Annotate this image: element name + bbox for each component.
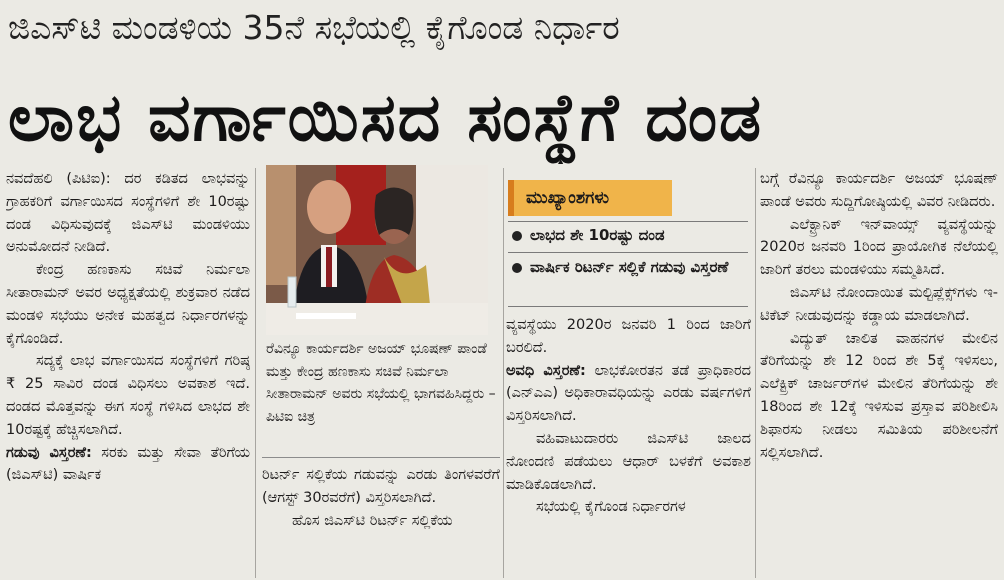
paragraph: ವಹಿವಾಟುದಾರರು ಜಿಎಸ್‌ಟಿ ಜಾಲದ ನೋಂದಣಿ ಪಡೆಯಲು ಆಧಾರ್‌ ಬಳಕೆಗೆ ಅವಕಾಶ ಮಾಡಿಕೊಡಲಾಗಿದೆ. bbox=[506, 430, 751, 493]
column-divider bbox=[755, 168, 756, 578]
paragraph: ಸದ್ಯಕ್ಕೆ ಲಾಭ ವರ್ಗಾಯಿಸದ ಸಂಸ್ಥೆಗಳಿಗೆ ಗರಿಷ್ಠ ₹ 25 ಸಾವಿರ ದಂಡ ವಿಧಿಸಲು ಅವಕಾಶ ಇದೆ. ದಂಡದ ಮೊತ್ತವನ್ನು ಈಗ ಸಂಸ್ಥೆ ಗಳಿಸಿದ ಲಾಭದ ಶೇ 10ರಷ್ಟಕ್ಕೆ ಹೆಚ್ಚಿಸಲಾಗಿದೆ. bbox=[6, 353, 250, 438]
highlight-item bbox=[508, 256, 748, 279]
highlight-text: ಲಾಭದ ಶೇ 10ರಷ್ಟು ದಂಡ bbox=[530, 226, 665, 244]
subhead: ಗಡುವು ವಿಸ್ತರಣೆ: bbox=[6, 444, 92, 461]
paragraph: ಕೇಂದ್ರ ಹಣಕಾಸು ಸಚಿವೆ ನಿರ್ಮಲಾ ಸೀತಾರಾಮನ್‌ ಅವರ ಅಧ್ಯಕ್ಷತೆಯಲ್ಲಿ ಶುಕ್ರವಾರ ನಡೆದ ಮಂಡಳಿ ಸಭೆಯು ಅನೇಕ ಮಹತ್ವದ ನಿರ್ಧಾರಗಳನ್ನು ಕೈಗೊಂಡಿದೆ. bbox=[6, 262, 250, 347]
highlights-rule bbox=[508, 221, 748, 222]
paragraph: ಎಲೆಕ್ಟ್ರಾನಿಕ್‌ ಇನ್‌ವಾಯ್ಸ್‌ ವ್ಯವಸ್ಥೆಯನ್ನು 2020ರ ಜನವರಿ 1ರಿಂದ ಪ್ರಾಯೋಗಿಕ ನೆಲೆಯಲ್ಲಿ ಜಾರಿಗೆ ತರಲು ಮಂಡಳಿಯು ಸಮ್ಮತಿಸಿದೆ. bbox=[760, 216, 998, 279]
paragraph: ರಿಟರ್ನ್‌ ಸಲ್ಲಿಕೆಯ ಗಡುವನ್ನು ಎರಡು ತಿಂಗಳವರೆಗೆ (ಆಗಸ್ಟ್‌ 30ರವರೆಗೆ) ವಿಸ್ತರಿಸಲಾಗಿದೆ. bbox=[262, 467, 500, 506]
article-column-3 bbox=[506, 314, 751, 580]
paragraph-text: ಸರಕು ಮತ್ತು ಸೇವಾ ತೆರಿಗೆಯ (ಜಿಎಸ್‌ಟಿ) ವಾರ್ಷಿಕ bbox=[6, 444, 250, 484]
photo-caption: ರೆವಿನ್ಯೂ ಕಾರ್ಯದರ್ಶಿ ಅಜಯ್‌ ಭೂಷಣ್‌ ಪಾಂಡೆ ಮತ್ತು ಕೇಂದ್ರ ಹಣಕಾಸು ಸಚಿವೆ ನಿರ್ಮಲಾ ಸೀತಾರಾಮನ್‌ ಅವರು ಸಭೆಯಲ್ಲಿ ಭಾಗವಹಿಸಿದ್ದರು – ಪಿಟಿಐ ಚಿತ್ರ bbox=[266, 341, 496, 425]
subhead: ಅವಧಿ ವಿಸ್ತರಣೆ: bbox=[506, 362, 586, 379]
kicker-line: ಜಿಎಸ್‌ಟಿ ಮಂಡಳಿಯ 35ನೆ ಸಭೆಯಲ್ಲಿ ಕೈಗೊಂಡ ನಿರ್ಧಾರ bbox=[8, 8, 620, 47]
paragraph bbox=[506, 360, 751, 428]
highlights-box bbox=[506, 174, 750, 308]
news-photo bbox=[266, 165, 488, 335]
highlights-rule bbox=[508, 252, 748, 253]
paragraph: ವಿದ್ಯುತ್‌ ಚಾಲಿತ ವಾಹನಗಳ ಮೇಲಿನ ತೆರಿಗೆಯನ್ನು ಶೇ 12 ರಿಂದ ಶೇ 5ಕ್ಕೆ ಇಳಿಸಲು, ಎಲೆಕ್ಟ್ರಿಕ್‌ ಚಾರ್ಜರ್‌ಗಳ ಮೇಲಿನ ತೆರಿಗೆಯನ್ನು ಶೇ 18ರಿಂದ ಶೇ 12ಕ್ಕೆ ಇಳಿಸುವ ಪ್ರಸ್ತಾವ ಪರಿಶೀಲಿಸಿ ಶಿಫಾರಸು ನೀಡಲು ಸಮಿತಿಯ ಪರಿಶೀಲನೆಗೆ ಸಲ್ಲಿಸಲಾಗಿದೆ. bbox=[760, 330, 998, 461]
highlight-text: ವಾರ್ಷಿಕ ರಿಟರ್ನ್‌ ಸಲ್ಲಿಕೆ ಗಡುವು ವಿಸ್ತರಣೆ bbox=[530, 258, 729, 276]
article-column-1 bbox=[6, 168, 250, 578]
paragraph: ನವದೆಹಲಿ (ಪಿಟಿಐ): ದರ ಕಡಿತದ ಲಾಭವನ್ನು ಗ್ರಾಹಕರಿಗೆ ವರ್ಗಾಯಿಸದ ಸಂಸ್ಥೆಗಳಿಗೆ ಶೇ 10ರಷ್ಟು ದಂಡ ವಿಧಿಸುವುದಕ್ಕೆ ಜಿಎಸ್‌ಟಿ ಮಂಡಳಿಯು ಅನುಮೋದನೆ ನೀಡಿದೆ. bbox=[6, 171, 250, 256]
paragraph bbox=[6, 442, 250, 488]
bullet-icon bbox=[512, 231, 522, 241]
article-column-2 bbox=[262, 464, 500, 580]
highlights-rule bbox=[508, 306, 748, 307]
highlight-item bbox=[508, 224, 748, 247]
bullet-icon bbox=[512, 263, 522, 273]
highlights-title: ಮುಖ್ಯಾಂಶಗಳು bbox=[508, 180, 672, 216]
paragraph: ವ್ಯವಸ್ಥೆಯು 2020ರ ಜನವರಿ 1 ರಿಂದ ಜಾರಿಗೆ ಬರಲಿದೆ. bbox=[506, 317, 751, 356]
paragraph: ಜಿಎಸ್‌ಟಿ ನೋಂದಾಯಿತ ಮಲ್ಟಿಪ್ಲೆಕ್ಸ್‌ಗಳು ಇ-ಟಿಕೆಟ್‌ ನೀಡುವುದನ್ನು ಕಡ್ಡಾಯ ಮಾಡಲಾಗಿದೆ. bbox=[760, 284, 998, 324]
photo-illustration bbox=[266, 165, 488, 335]
column-divider bbox=[503, 168, 504, 578]
paragraph: ಬಗ್ಗೆ ರೆವಿನ್ಯೂ ಕಾರ್ಯದರ್ಶಿ ಅಜಯ್‌ ಭೂಷಣ್‌ ಪಾಂಡೆ ಅವರು ಸುದ್ದಿಗೋಷ್ಠಿಯಲ್ಲಿ ವಿವರ ನೀಡಿದರು. bbox=[760, 171, 998, 210]
paragraph: ಸಭೆಯಲ್ಲಿ ಕೈಗೊಂಡ ನಿರ್ಧಾರಗಳ bbox=[536, 499, 686, 516]
caption-rule bbox=[262, 457, 500, 458]
column-divider bbox=[255, 168, 256, 578]
headline: ಲಾಭ ವರ್ಗಾಯಿಸದ ಸಂಸ್ಥೆಗೆ ದಂಡ bbox=[8, 79, 764, 156]
article-column-4 bbox=[760, 168, 998, 580]
paragraph: ಹೊಸ ಜಿಎಸ್‌ಟಿ ರಿಟರ್ನ್‌ ಸಲ್ಲಿಕೆಯ bbox=[292, 512, 453, 529]
paragraph-text: ಲಾಭಕೋರತನ ತಡೆ ಪ್ರಾಧಿಕಾರದ (ಎನ್‌ಎಎ) ಅಧಿಕಾರಾವಧಿಯನ್ನು ಎರಡು ವರ್ಷಗಳಿಗೆ ವಿಸ್ತರಿಸಲಾಗಿದೆ. bbox=[506, 362, 751, 425]
